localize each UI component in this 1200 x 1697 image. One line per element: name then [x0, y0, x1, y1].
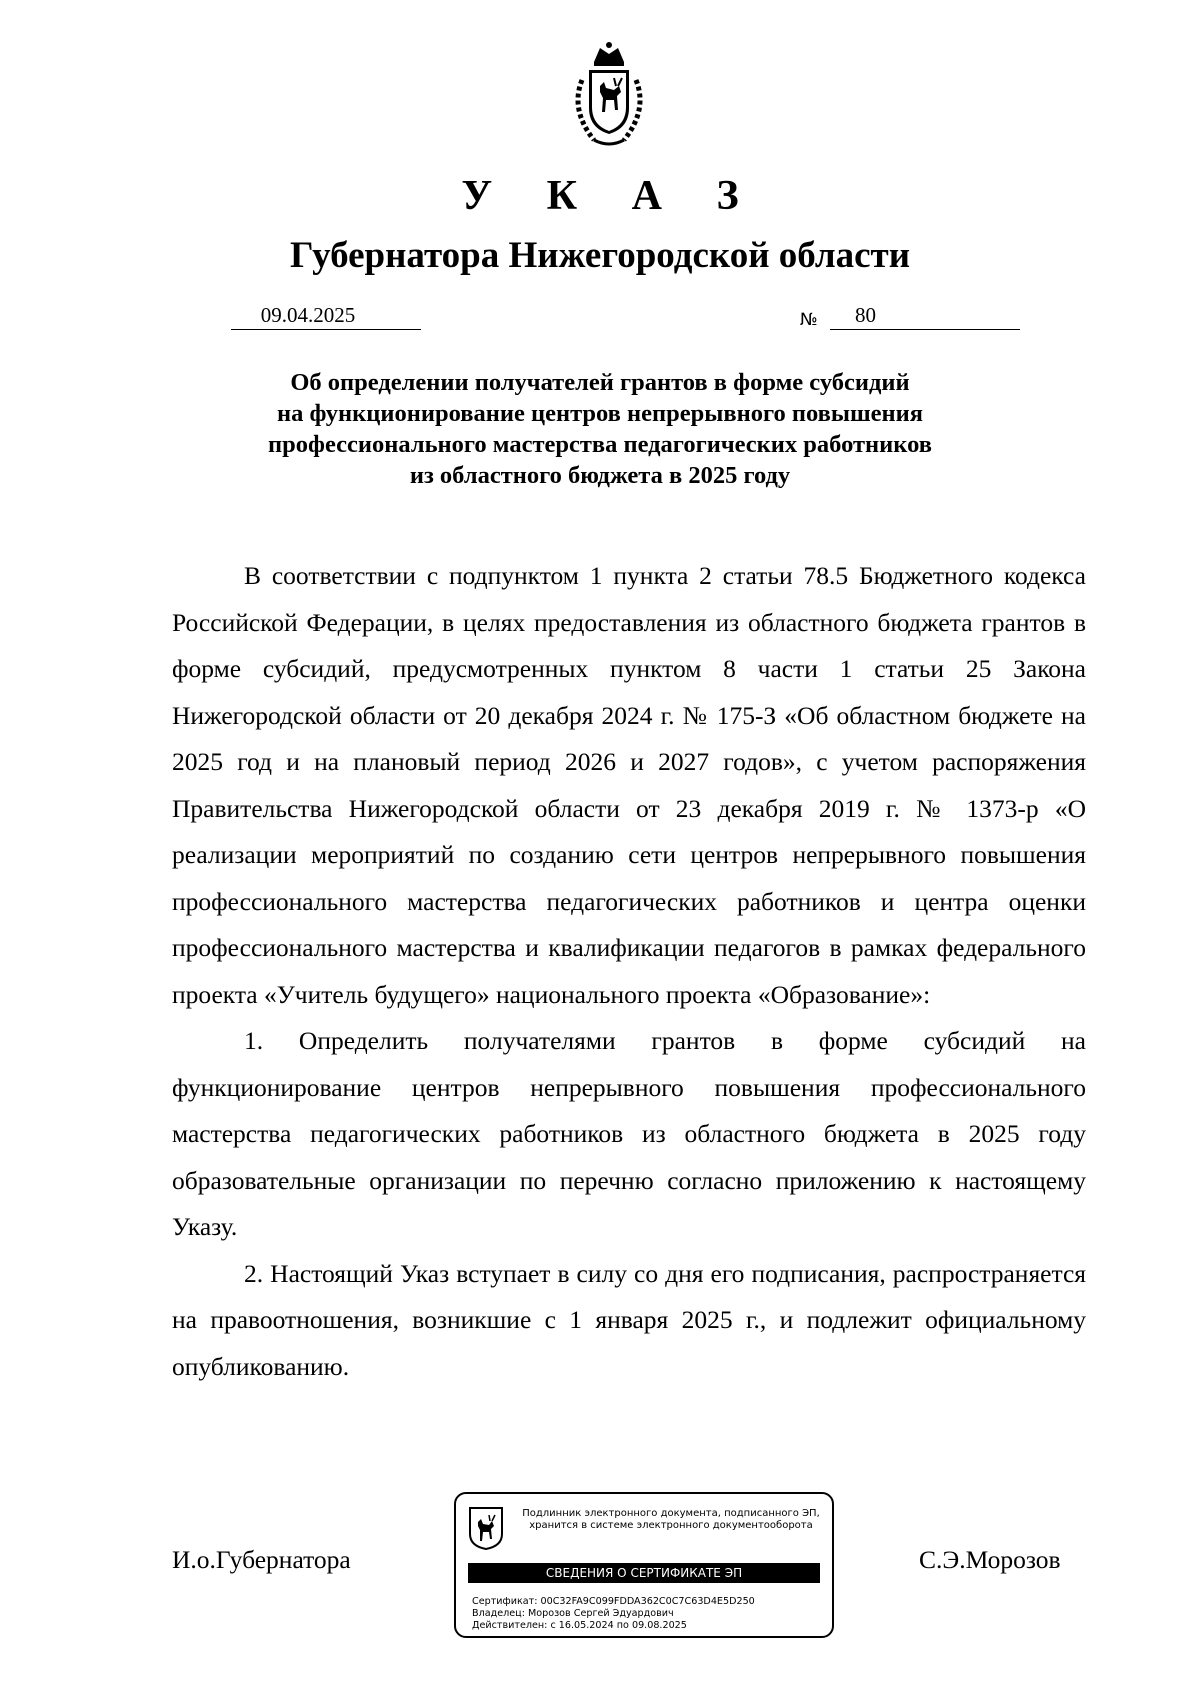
preamble-paragraph: В соответствии с подпунктом 1 пункта 2 статьи 78.5 Бюджетного кодекса Российской Федерации, в целях предоставления из областного бюджета грантов в форме субсидий, предусмотренных пунктом 8 части 1 статьи 25 Закона Нижегородской области от 20 декабря 2024 г. № 175-З «Об областном бюджете на 2025 год и на плановый период 2026 и 2027 годов», с учетом распоряжения Правительства Нижегородской области от 23 декабря 2019 г. № 1373-р «О реализации мероприятий по созданию сети центров непрерывного повышения профессионального мастерства педагогических работников и центра оценки профессионального мастерства и квалификации педагогов в рамках федерального проекта «Учитель будущего» национального проекта «Образование»:	[172, 561, 1086, 1009]
signer-position: И.о.Губернатора	[172, 1545, 351, 1574]
electronic-signature-stamp	[454, 1492, 834, 1638]
document-subject	[0, 367, 1200, 491]
subject-line: Об определении получателей грантов в форме субсидий	[290, 369, 910, 396]
document-date-field	[231, 302, 421, 330]
certificate-id: Сертификат: 00C32FA9C099FDDA362C0C7C63D4E5D250	[472, 1596, 755, 1607]
deer-shield-icon	[468, 1506, 504, 1550]
subject-line: профессионального мастерства педагогических работников	[268, 431, 932, 458]
document-date: 09.04.2025	[260, 303, 356, 327]
stamp-note-line: хранится в системе электронного документооборота	[529, 1520, 813, 1531]
signer-name: С.Э.Морозов	[919, 1545, 1061, 1574]
document-number-field	[830, 302, 1020, 330]
subject-line: из областного бюджета в 2025 году	[409, 462, 791, 489]
issuer-title: Губернатора Нижегородской области	[289, 235, 911, 276]
number-sign: №	[800, 310, 818, 330]
certificate-validity: Действителен: с 16.05.2024 по 09.08.2025	[472, 1620, 687, 1631]
stamp-note	[516, 1508, 826, 1532]
item-1-paragraph: 1. Определить получателями грантов в форме субсидий на функционирование центров непрерывного повышения профессионального мастерства педагогических работников из областного бюджета в 2025 году образовательные организации по перечню согласно приложению к настоящему Указу.	[172, 1026, 1086, 1241]
document-type-title: У К А З	[461, 173, 761, 219]
stamp-note-line: Подлинник электронного документа, подписанного ЭП,	[522, 1508, 820, 1519]
coat-of-arms-icon	[564, 40, 654, 150]
subject-line: на функционирование центров непрерывного повышения	[276, 400, 924, 427]
document-number: 80	[855, 303, 876, 327]
item-2-paragraph: 2. Настоящий Указ вступает в силу со дня его подписания, распространяется на правоотношения, возникшие с 1 января 2025 г., и подлежит официальному опубликованию.	[172, 1258, 1086, 1381]
stamp-certificate-info	[472, 1596, 755, 1632]
stamp-certificate-bar: СВЕДЕНИЯ О СЕРТИФИКАТЕ ЭП	[468, 1563, 820, 1583]
document-body	[172, 553, 1086, 1390]
certificate-owner: Владелец: Морозов Сергей Эдуардович	[472, 1608, 674, 1619]
